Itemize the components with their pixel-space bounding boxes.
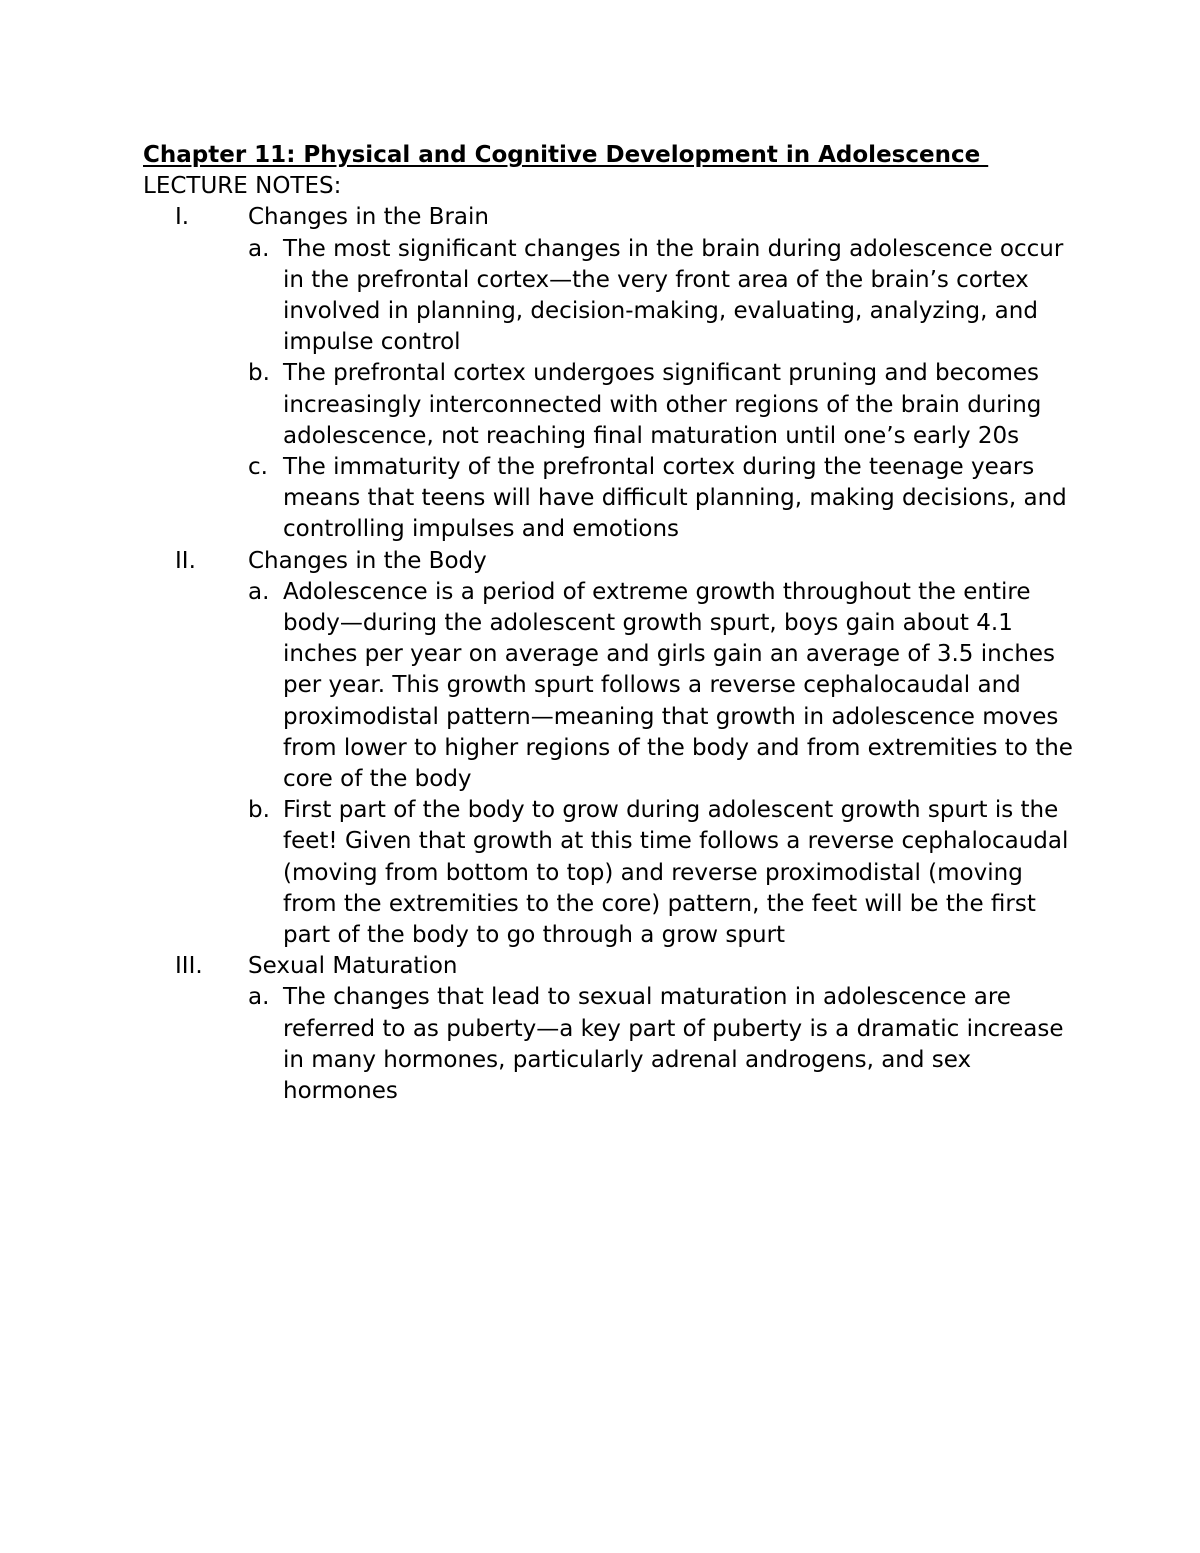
section-changes-in-body	[143, 546, 1083, 952]
item-letter: a.	[248, 235, 270, 262]
section-heading: Sexual Maturation	[248, 953, 458, 980]
item-text: The immaturity of the prefrontal cortex during the teenage years means that teens will have difficult planning, making decisions, and controlling impulses and emotions	[283, 454, 1067, 543]
item-text: The most significant changes in the brain during adolescence occur in the prefrontal cortex—the very front area of the brain’s cortex involved in planning, decision-making, evaluating, analyzing, and impulse control	[283, 235, 1064, 356]
item-letter: a.	[248, 984, 270, 1011]
item-text: The prefrontal cortex undergoes significant pruning and becomes increasingly interconnected with other regions of the brain during adolescence, not reaching final maturation until one’s early 20s	[283, 360, 1042, 449]
section-heading: Changes in the Body	[248, 547, 487, 574]
section-sexual-maturation	[143, 951, 1083, 1107]
item-letter: c.	[248, 454, 268, 481]
item-letter: b.	[248, 797, 270, 824]
item-letter: b.	[248, 360, 270, 387]
item-text: Adolescence is a period of extreme growth throughout the entire body—during the adolescent growth spurt, boys gain about 4.1 inches per year on average and girls gain an average of 3.5 inches per year. This growth spurt follows a reverse cephalocaudal and proximodistal pattern—meaning that growth in adolescence moves from lower to higher regions of the body and from extremities to the core of the body	[283, 578, 1073, 793]
section-heading-row	[143, 951, 1083, 982]
list-item	[143, 982, 1083, 1107]
list-item	[143, 795, 1083, 951]
section-heading: Changes in the Brain	[248, 204, 489, 231]
document-title: Chapter 11: Physical and Cognitive Development in Adolescence	[143, 142, 989, 168]
list-item	[143, 234, 1083, 359]
item-text: The changes that lead to sexual maturation in adolescence are referred to as puberty—a key part of puberty is a dramatic increase in many hormones, particularly adrenal androgens, and sex hormones	[283, 984, 1064, 1105]
item-letter: a.	[248, 578, 270, 605]
section-numeral: II.	[175, 547, 196, 574]
list-item	[143, 358, 1083, 452]
list-item	[143, 452, 1083, 546]
section-numeral: I.	[175, 204, 190, 231]
document-page	[143, 140, 1083, 1107]
document-subtitle: LECTURE NOTES:	[143, 173, 342, 200]
section-heading-row	[143, 202, 1083, 233]
section-changes-in-brain	[143, 202, 1083, 545]
section-numeral: III.	[175, 953, 203, 980]
section-heading-row	[143, 546, 1083, 577]
list-item	[143, 577, 1083, 795]
item-text: First part of the body to grow during adolescent growth spurt is the feet! Given that growth at this time follows a reverse cephalocaudal (moving from bottom to top) and reverse proximodistal (moving from the extremities to the core) pattern, the feet will be the first part of the body to go through a grow spurt	[283, 797, 1069, 949]
